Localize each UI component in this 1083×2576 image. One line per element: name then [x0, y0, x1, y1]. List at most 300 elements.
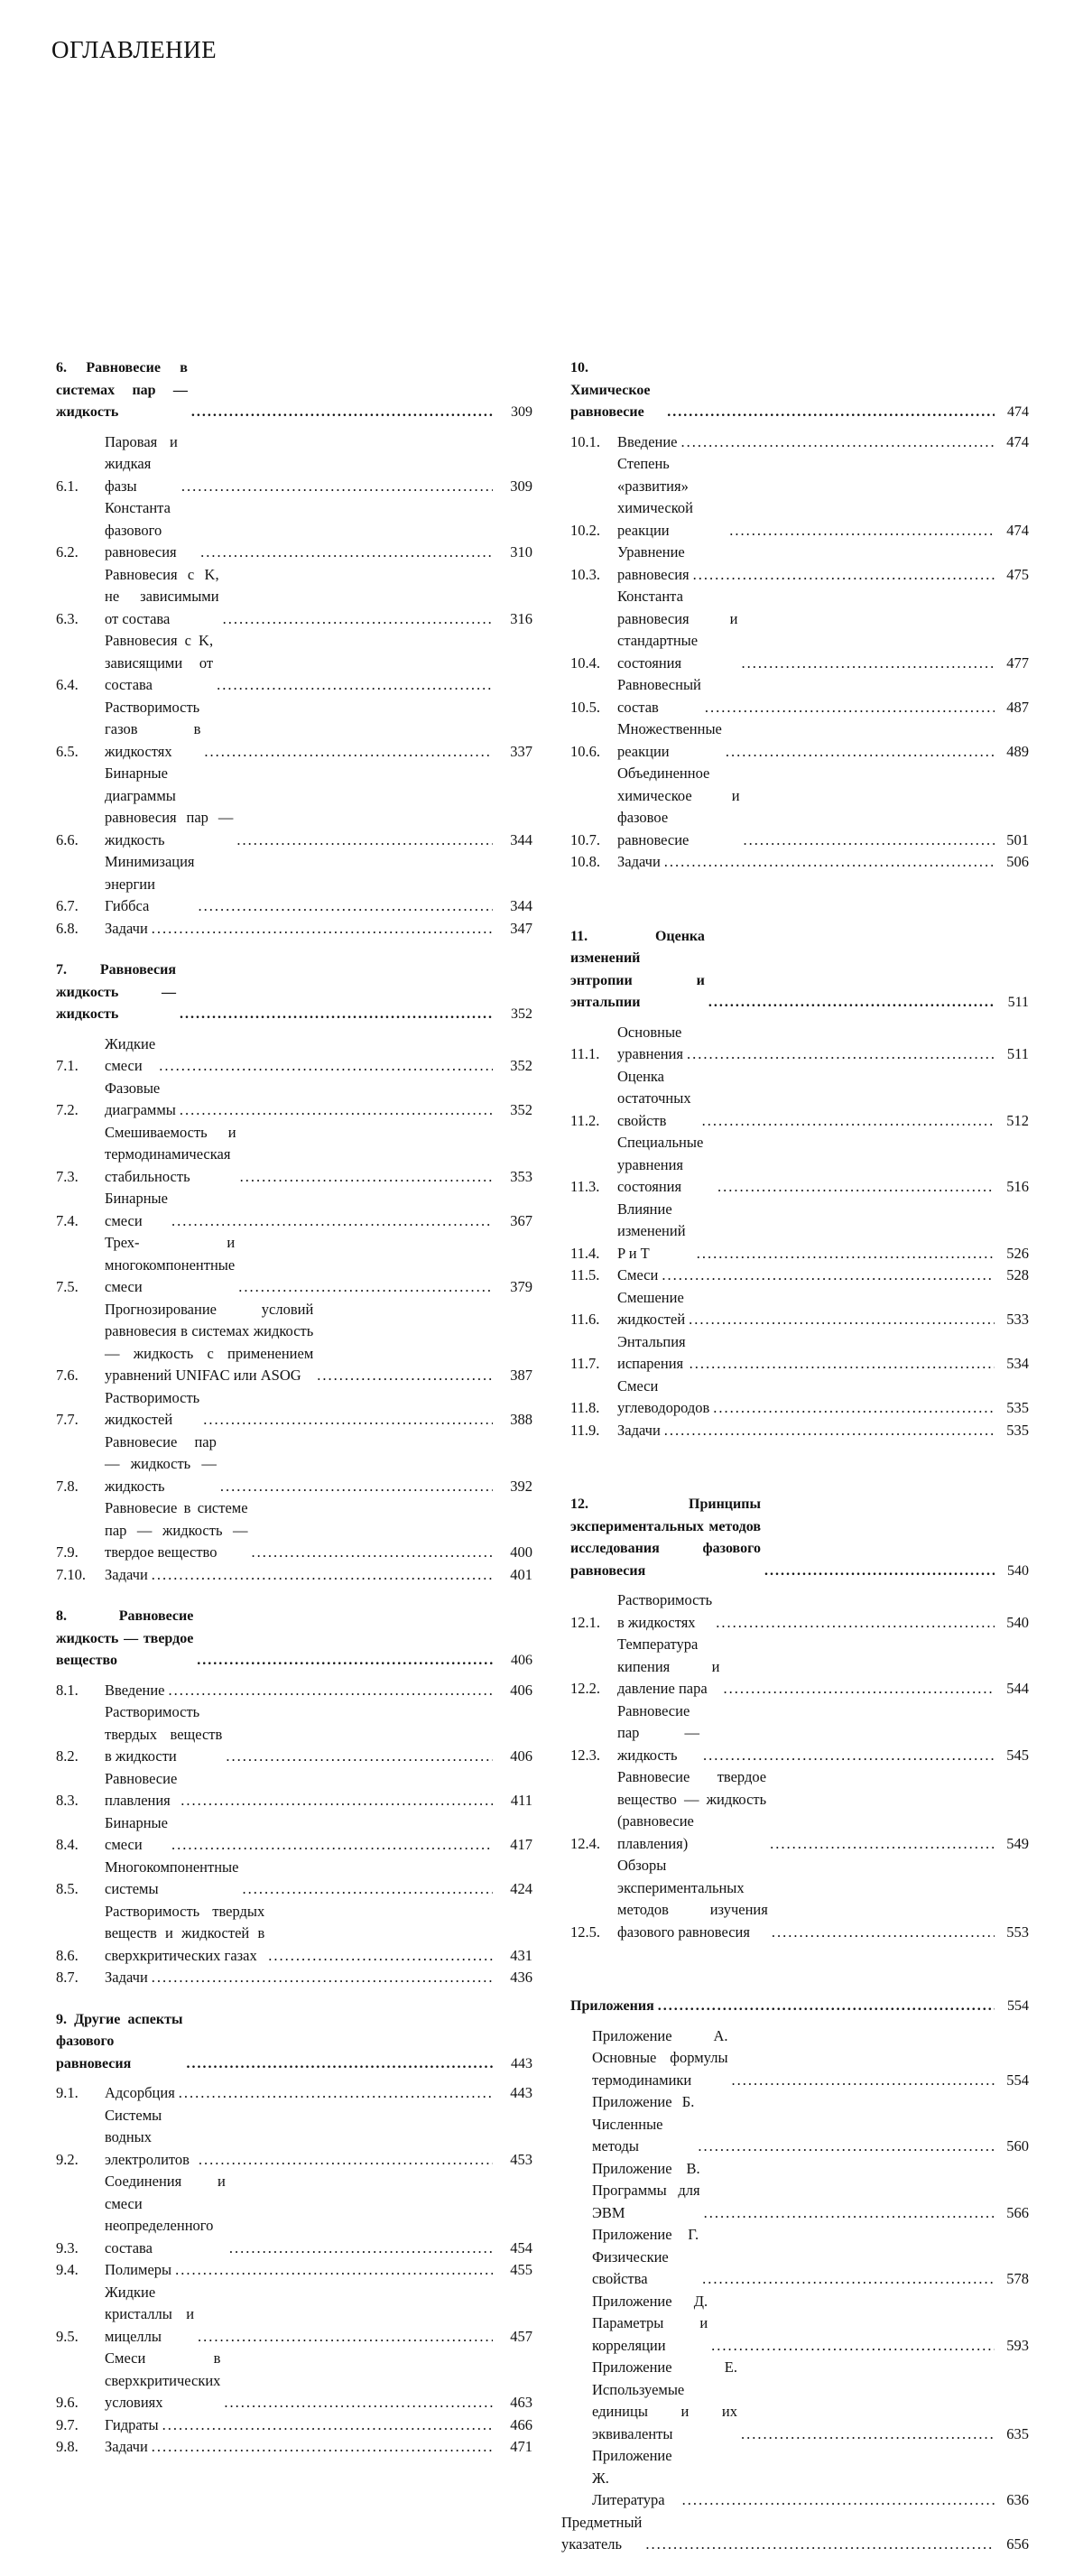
- toc-entry[interactable]: [570, 851, 1029, 874]
- leader-dots: [772, 1922, 995, 1944]
- leader-dots: [770, 1833, 995, 1856]
- entry-title: Задачи: [617, 853, 661, 870]
- toc-entry[interactable]: [56, 1033, 532, 1078]
- entry-page-number: 352: [510, 1101, 532, 1118]
- chapter-title: 8. Равновесие жидкость — твердое вещество: [56, 1608, 194, 1668]
- entry-page-number: 636: [1006, 2491, 1029, 2508]
- entry-page-number: 401: [510, 1565, 532, 1583]
- entry-number: 9.2.: [56, 2150, 79, 2168]
- toc-left-column: [56, 357, 532, 2479]
- entry-page-number: 501: [1006, 830, 1029, 848]
- entry-title: Введение: [617, 432, 678, 450]
- toc-entry[interactable]: [56, 1497, 532, 1564]
- entry-title: Константа фазового равновесия: [105, 499, 177, 561]
- entry-number: 9.8.: [56, 2438, 79, 2455]
- toc-entry[interactable]: [56, 851, 532, 918]
- toc-chapter: [56, 357, 532, 940]
- chapter-page-number: 352: [511, 1006, 532, 1022]
- entry-page-number: 560: [1006, 2137, 1029, 2154]
- toc-entry[interactable]: [56, 2082, 532, 2105]
- entry-number: 6.6.: [56, 830, 79, 848]
- toc-entry[interactable]: [570, 1132, 1029, 1199]
- toc-entry[interactable]: [570, 431, 1029, 454]
- entry-number: 11.9.: [570, 1421, 600, 1439]
- leader-dots: [226, 1746, 493, 1768]
- entry-number: 11.3.: [570, 1178, 600, 1195]
- chapter-page-number: 540: [1007, 1562, 1029, 1579]
- entry-title: Влияние изменений P и T: [617, 1200, 686, 1262]
- toc-entry[interactable]: [56, 1701, 532, 1768]
- entry-title: Растворимость газов в жидкостях: [105, 698, 201, 760]
- toc-entry[interactable]: [56, 1768, 532, 1812]
- entry-title: Задачи: [617, 1421, 661, 1439]
- toc-entry[interactable]: [56, 2436, 532, 2459]
- entry-title: Введение: [105, 1681, 165, 1699]
- entry-number: 9.7.: [56, 2415, 79, 2433]
- entry-number: 8.2.: [56, 1747, 79, 1765]
- chapter-heading[interactable]: [570, 1996, 1029, 2018]
- entry-title: Приложение Е. Используемые единицы и их эквиваленты: [592, 2358, 737, 2442]
- toc-entry[interactable]: [570, 763, 1029, 851]
- chapter-page-number: 309: [511, 404, 532, 420]
- chapter-page-number: 511: [1007, 995, 1029, 1010]
- toc-entry[interactable]: [56, 1232, 532, 1299]
- entry-number: 10.5.: [570, 698, 600, 716]
- entry-number: 10.4.: [570, 653, 600, 672]
- leader-dots: [198, 2326, 493, 2349]
- toc-entry[interactable]: [570, 453, 1029, 542]
- toc-entry[interactable]: [570, 2445, 1029, 2512]
- leader-dots: [171, 1834, 493, 1857]
- entry-number: 7.8.: [56, 1477, 79, 1495]
- chapter-heading[interactable]: [570, 926, 1029, 1015]
- entry-title: Задачи: [105, 919, 148, 937]
- leader-dots: [690, 1353, 995, 1376]
- entry-page-number: 526: [1006, 1244, 1029, 1262]
- entry-title: Приложение В. Программы для ЭВМ: [592, 2159, 700, 2221]
- entry-number: 12.2.: [570, 1680, 600, 1697]
- leader-dots: [717, 1176, 995, 1199]
- section-gap: [570, 1461, 1029, 1494]
- entry-title: Растворимость жидкостей: [105, 1388, 200, 1428]
- entry-page-number: 487: [1006, 698, 1029, 716]
- toc-entry[interactable]: [56, 1812, 532, 1857]
- leader-dots: [238, 1276, 493, 1299]
- leader-dots: [658, 1996, 995, 2018]
- entry-number: 10.3.: [570, 565, 600, 583]
- entry-number: 7.9.: [56, 1543, 79, 1561]
- entry-page-number: 344: [510, 897, 532, 914]
- toc-entry[interactable]: [570, 1855, 1029, 1943]
- entry-number: 9.4.: [56, 2261, 79, 2278]
- toc-entry[interactable]: [56, 763, 532, 851]
- entry-number: 12.4.: [570, 1834, 600, 1852]
- entry-number: 9.3.: [56, 2238, 79, 2256]
- toc-entry[interactable]: [56, 2282, 532, 2349]
- entry-page-number: 344: [510, 830, 532, 848]
- entry-number: 12.5.: [570, 1923, 600, 1941]
- entry-number: 8.7.: [56, 1969, 79, 1986]
- entry-title: Бинарные диаграммы равновесия пар — жидкость: [105, 764, 234, 848]
- leader-dots: [203, 1409, 493, 1432]
- toc-entry[interactable]: [570, 2158, 1029, 2225]
- chapter-heading[interactable]: [56, 2009, 532, 2076]
- entry-title: Равновесие в системе пар — жидкость — твердое вещество: [105, 1499, 248, 1561]
- entry-page-number: 392: [510, 1477, 532, 1495]
- entry-page-number: 535: [1006, 1421, 1029, 1439]
- entry-number: 11.7.: [570, 1355, 600, 1372]
- entry-number: 10.2.: [570, 521, 600, 539]
- entry-title: Приложение Д. Параметры и корреляции: [592, 2292, 708, 2354]
- entry-number: 6.4.: [56, 676, 79, 693]
- leader-dots: [217, 674, 493, 697]
- leader-dots: [236, 829, 493, 852]
- entry-page-number: 549: [1006, 1834, 1029, 1852]
- chapter-page-number: 474: [1007, 404, 1029, 420]
- leader-dots: [229, 2238, 493, 2260]
- entry-page-number: 477: [1006, 653, 1029, 672]
- leader-dots: [181, 476, 493, 498]
- toc-entry[interactable]: [56, 1901, 532, 1968]
- entry-number: 11.5.: [570, 1266, 600, 1283]
- toc-entry[interactable]: [56, 630, 532, 697]
- entry-title: Приложение Б. Численные методы: [592, 2093, 695, 2154]
- page-title: ОГЛАВЛЕНИЕ: [51, 36, 218, 63]
- entry-title: Растворимость твердых веществ и жидкостей в сверхкритических газах: [105, 1902, 265, 1964]
- entry-title: Степень «развития» химической реакции: [617, 455, 693, 539]
- entry-title: Равновесие плавления: [105, 1769, 178, 1809]
- leader-dots: [697, 1243, 995, 1265]
- index-title: Предметный указатель: [561, 2513, 643, 2553]
- entry-number: 11.8.: [570, 1399, 600, 1416]
- chapter-title: 11. Оценка изменений энтропии и энтальпии: [570, 928, 705, 1010]
- entry-title: Задачи: [105, 2438, 148, 2455]
- toc-entry[interactable]: [570, 1066, 1029, 1133]
- entry-number: 6.2.: [56, 543, 79, 561]
- toc-entry[interactable]: [570, 586, 1029, 674]
- leader-dots: [687, 1043, 995, 1066]
- entry-title: Многокомпонентные системы: [105, 1858, 239, 1897]
- leader-dots: [186, 2053, 493, 2076]
- entry-title: Энтальпия испарения: [617, 1332, 686, 1372]
- entry-title: Соединения и смеси неопределенного состава: [105, 2173, 226, 2256]
- toc-entry[interactable]: [56, 1122, 532, 1189]
- leader-dots: [708, 992, 995, 1015]
- entry-page-number: 635: [1006, 2424, 1029, 2442]
- toc-entry[interactable]: [570, 1700, 1029, 1767]
- toc-right-column: [561, 357, 1029, 2576]
- chapter-heading[interactable]: [56, 959, 532, 1026]
- entry-page-number: 489: [1006, 742, 1029, 760]
- leader-dots: [732, 2070, 995, 2092]
- entry-page-number: 516: [1006, 1178, 1029, 1195]
- entry-page-number: 540: [1006, 1613, 1029, 1631]
- chapter-title: 7. Равновесия жидкость — жидкость: [56, 962, 177, 1022]
- entry-number: 11.4.: [570, 1244, 600, 1262]
- entry-page-number: 533: [1006, 1311, 1029, 1328]
- leader-dots: [152, 2436, 493, 2459]
- leader-dots: [726, 741, 995, 764]
- entry-page-number: 455: [510, 2261, 532, 2278]
- entry-page-number: 352: [510, 1057, 532, 1074]
- entry-title: Уравнение равновесия: [617, 543, 690, 583]
- toc-entry[interactable]: [570, 1634, 1029, 1700]
- toc-entry[interactable]: [56, 697, 532, 764]
- toc-entry[interactable]: [56, 2414, 532, 2437]
- entry-number: 9.6.: [56, 2394, 79, 2411]
- entry-title: Множественные реакции: [617, 720, 722, 760]
- toc-entry[interactable]: [56, 1564, 532, 1587]
- leader-dots: [689, 1309, 995, 1331]
- toc-entry[interactable]: [56, 1680, 532, 1702]
- entry-page-number: 544: [1006, 1680, 1029, 1697]
- entry-title: Температура кипения и давление пара: [617, 1635, 720, 1697]
- leader-dots: [741, 2423, 995, 2446]
- chapter-heading[interactable]: [56, 1606, 532, 1673]
- leader-dots: [240, 1166, 493, 1189]
- toc-entry[interactable]: [56, 1432, 532, 1498]
- toc-entry[interactable]: [570, 542, 1029, 586]
- toc-entry[interactable]: [570, 1420, 1029, 1442]
- entry-number: 7.10.: [56, 1565, 86, 1583]
- toc-entry[interactable]: [56, 918, 532, 941]
- entry-title: Полимеры: [105, 2261, 172, 2278]
- leader-dots: [204, 741, 493, 764]
- entry-title: Трех- и многокомпонентные смеси: [105, 1234, 236, 1295]
- toc-entry[interactable]: [570, 1331, 1029, 1376]
- leader-dots: [704, 2202, 995, 2225]
- entry-page-number: 593: [1006, 2336, 1029, 2354]
- section-gap: [570, 894, 1029, 926]
- toc-entry[interactable]: [570, 1376, 1029, 1420]
- entry-number: 10.8.: [570, 853, 600, 870]
- entry-page-number: 553: [1006, 1923, 1029, 1941]
- entry-number: 7.3.: [56, 1167, 79, 1185]
- toc-entry[interactable]: [570, 2091, 1029, 2158]
- entry-number: 6.3.: [56, 609, 79, 627]
- leader-dots: [180, 1004, 493, 1026]
- toc-entry[interactable]: [570, 1766, 1029, 1855]
- toc-entry[interactable]: [570, 2357, 1029, 2445]
- entry-page-number: 309: [510, 477, 532, 495]
- entry-page-number: 417: [510, 1836, 532, 1853]
- entry-page-number: 353: [510, 1167, 532, 1185]
- toc-entry[interactable]: [570, 674, 1029, 718]
- entry-number: 7.1.: [56, 1057, 79, 1074]
- entry-page-number: 554: [1006, 2071, 1029, 2089]
- entry-page-number: 347: [510, 919, 532, 937]
- leader-dots: [716, 1612, 995, 1635]
- entry-title: Приложение Г. Физические свойства: [592, 2226, 699, 2287]
- leader-dots: [197, 1650, 493, 1673]
- toc-entry[interactable]: [570, 1589, 1029, 1634]
- entry-title: Бинарные смеси: [105, 1190, 168, 1229]
- entry-title: Смеси в сверхкритических условиях: [105, 2349, 221, 2411]
- entry-page-number: 387: [510, 1367, 532, 1384]
- entry-page-number: 431: [510, 1946, 532, 1964]
- entry-title: Бинарные смеси: [105, 1813, 168, 1853]
- leader-dots: [705, 697, 995, 719]
- toc-entry[interactable]: [56, 1188, 532, 1232]
- entry-page-number: 457: [510, 2327, 532, 2345]
- entry-number: 10.7.: [570, 830, 600, 848]
- toc-entry[interactable]: [570, 2224, 1029, 2291]
- entry-title: Равновесный состав: [617, 676, 701, 716]
- entry-page-number: 566: [1006, 2203, 1029, 2221]
- leader-dots: [711, 2335, 995, 2358]
- toc-chapter: [56, 2009, 532, 2459]
- toc-entry[interactable]: [56, 497, 532, 564]
- entry-page-number: 316: [510, 609, 532, 627]
- entry-number: 7.4.: [56, 1211, 79, 1229]
- entry-title: Адсорбция: [105, 2084, 175, 2101]
- toc-entry[interactable]: [570, 2291, 1029, 2358]
- entry-page-number: 443: [510, 2084, 532, 2101]
- entry-page-number: 474: [1006, 521, 1029, 539]
- entry-page-number: 400: [510, 1543, 532, 1561]
- leader-dots: [199, 895, 493, 918]
- entry-number: 8.6.: [56, 1946, 79, 1964]
- chapter-title: Приложения: [570, 1998, 654, 2014]
- chapter-heading[interactable]: [570, 1494, 1029, 1582]
- entry-page-number: 535: [1006, 1399, 1029, 1416]
- entry-number: 12.1.: [570, 1613, 600, 1631]
- leader-dots: [199, 2149, 493, 2172]
- leader-dots: [252, 1542, 493, 1564]
- chapter-title: 12. Принципы экспериментальных методов исследования фазового равновесия: [570, 1496, 761, 1579]
- leader-dots: [724, 1678, 995, 1700]
- entry-title: Смеси: [617, 1266, 659, 1283]
- entry-title: Паровая и жидкая фазы: [105, 432, 178, 495]
- leader-dots: [242, 1878, 493, 1901]
- leader-dots: [169, 1680, 493, 1702]
- entry-page-number: 578: [1006, 2270, 1029, 2287]
- leader-dots: [702, 2268, 995, 2291]
- entry-title: Задачи: [105, 1565, 148, 1583]
- toc-entry[interactable]: [570, 1199, 1029, 1265]
- leader-dots: [682, 2489, 995, 2512]
- entry-title: Приложение Ж. Литература: [592, 2447, 672, 2508]
- toc-entry[interactable]: [570, 2025, 1029, 2092]
- chapter-title: 6. Равновесие в системах пар — жидкость: [56, 360, 188, 420]
- chapter-title: 10. Химическое равновесие: [570, 360, 651, 420]
- toc-entry[interactable]: [570, 1265, 1029, 1287]
- entry-page-number: 471: [510, 2438, 532, 2455]
- leader-dots: [162, 2414, 493, 2437]
- entry-page-number: 379: [510, 1278, 532, 1295]
- toc-entry[interactable]: [56, 2259, 532, 2282]
- leader-dots: [159, 1055, 493, 1078]
- toc-entry[interactable]: [56, 564, 532, 631]
- entry-title: Равновесие пар — жидкость — жидкость: [105, 1432, 217, 1495]
- leader-dots: [223, 608, 493, 631]
- toc-entry[interactable]: [56, 431, 532, 498]
- entry-title: Объединенное химическое и фазовое равновесие: [617, 764, 740, 848]
- index-entry[interactable]: [561, 2512, 1029, 2556]
- toc-chapter: [56, 1606, 532, 1989]
- entry-title: Оценка остаточных свойств: [617, 1067, 691, 1129]
- leader-dots: [220, 1476, 493, 1498]
- toc-entry[interactable]: [570, 718, 1029, 763]
- entry-page-number: 454: [510, 2238, 532, 2256]
- entry-title: Равновесие твердое вещество — жидкость (равновесие плавления): [617, 1768, 767, 1852]
- chapter-page-number: 554: [1007, 1998, 1029, 2014]
- leader-dots: [645, 2534, 995, 2556]
- entry-title: Смешиваемость и термодинамическая стабильность: [105, 1123, 236, 1185]
- leader-dots: [268, 1945, 493, 1968]
- toc-entry[interactable]: [56, 1857, 532, 1901]
- toc-entry[interactable]: [56, 2171, 532, 2259]
- entry-number: 8.5.: [56, 1880, 79, 1897]
- entry-page-number: 512: [1006, 1111, 1029, 1129]
- toc-entry[interactable]: [56, 1299, 532, 1387]
- toc-entry[interactable]: [570, 1287, 1029, 1331]
- entry-page-number: 367: [510, 1211, 532, 1229]
- section-gap: [570, 1963, 1029, 1996]
- leader-dots: [764, 1561, 995, 1583]
- entry-page-number: 424: [510, 1880, 532, 1897]
- entry-title: Равновесия с K, зависящими от состава: [105, 632, 214, 693]
- entry-title: Равновесие пар — жидкость: [617, 1701, 699, 1764]
- toc-entry[interactable]: [56, 1078, 532, 1122]
- entry-number: 8.3.: [56, 1792, 79, 1809]
- entry-number: 8.1.: [56, 1681, 79, 1699]
- entry-title: Прогнозирование условий равновесия в системах жидкость — жидкость с применением уравнений UNIFAC или ASOG: [105, 1300, 314, 1384]
- toc-entry[interactable]: [56, 2348, 532, 2414]
- entry-title: Специальные уравнения состояния: [617, 1134, 704, 1195]
- leader-dots: [664, 1420, 995, 1442]
- entry-title: Константа равновесия и стандартные состояния: [617, 588, 738, 672]
- entry-title: Основные уравнения: [617, 1023, 684, 1062]
- chapter-heading[interactable]: [56, 357, 532, 424]
- entry-number: 7.2.: [56, 1101, 79, 1118]
- entry-page-number: 545: [1006, 1746, 1029, 1764]
- leader-dots: [152, 918, 493, 941]
- entry-title: Задачи: [105, 1969, 148, 1986]
- entry-page-number: 534: [1006, 1355, 1029, 1372]
- leader-dots: [702, 1110, 995, 1133]
- entry-page-number: 463: [510, 2394, 532, 2411]
- entry-number: 6.1.: [56, 477, 79, 495]
- chapter-heading[interactable]: [570, 357, 1029, 424]
- toc-entry[interactable]: [570, 1022, 1029, 1066]
- entry-title: Фазовые диаграммы: [105, 1079, 176, 1118]
- entry-number: 11.2.: [570, 1111, 600, 1129]
- entry-title: Гидраты: [105, 2415, 159, 2433]
- toc-entry[interactable]: [56, 1967, 532, 1989]
- entry-number: 6.5.: [56, 742, 79, 760]
- entry-number: 7.5.: [56, 1278, 79, 1295]
- leader-dots: [191, 402, 493, 424]
- entry-title: Растворимость в жидкостях: [617, 1591, 713, 1631]
- entry-title: Равновесия с K, не зависимыми от состава: [105, 565, 219, 627]
- leader-dots: [667, 402, 995, 424]
- leader-dots: [224, 2392, 493, 2414]
- toc-entry[interactable]: [56, 2105, 532, 2172]
- toc-entry[interactable]: [56, 1387, 532, 1432]
- leader-dots: [703, 1745, 995, 1767]
- leader-dots: [693, 564, 995, 587]
- entry-page-number: 475: [1006, 565, 1029, 583]
- leader-dots: [152, 1967, 493, 1989]
- entry-title: Смешение жидкостей: [617, 1288, 686, 1328]
- index-page-number: 656: [1006, 2535, 1029, 2553]
- entry-page-number: 466: [510, 2415, 532, 2433]
- entry-title: Обзоры экспериментальных методов изучения фазового равновесия: [617, 1857, 768, 1941]
- entry-number: 12.3.: [570, 1746, 600, 1764]
- entry-page-number: 411: [510, 1792, 532, 1809]
- leader-dots: [662, 1265, 995, 1287]
